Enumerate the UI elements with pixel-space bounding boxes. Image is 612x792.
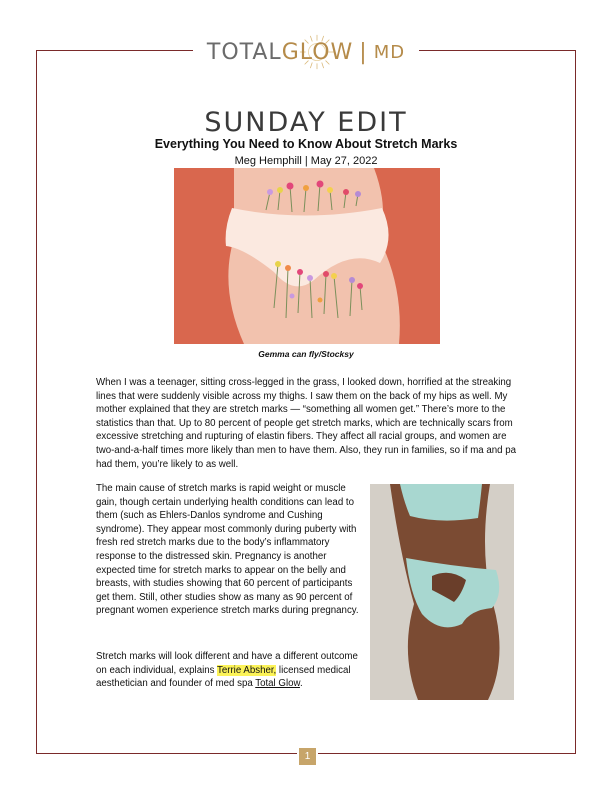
paragraph-2: The main cause of stretch marks is rapid weight or muscle gain, though certain underlying health conditions can lead to them (such as Ehlers-Danlos syndrome and Cushing syndrome). They appear most commonly during puberty with fresh red stretch marks due to the body’s inflammatory response to the distressed skin. Pregnancy is another expected time for stretch marks to appear on the belly and breasts, with studies showing that 60 percent of participants get them. Still, other studies show as many as 90 percent of pregnant women experience stretch marks during pregnancy. <box>96 483 359 617</box>
logo-separator: | <box>359 39 368 65</box>
logo-md: MD <box>373 41 406 63</box>
total-glow-link[interactable]: Total Glow <box>255 678 300 690</box>
hero-caption: Gemma can fly/Stocksy <box>258 349 354 359</box>
logo-glow: GLOW <box>281 39 354 65</box>
paragraph-3-middle: licensed medical aesthetician and founder of med spa <box>96 664 351 690</box>
paragraph-3-text: Stretch marks will look different and have a different outcome on each individual, explains <box>96 651 358 676</box>
section-title: SUNDAY EDIT <box>204 107 408 138</box>
side-photo <box>370 484 514 700</box>
logo-total: TOTAL <box>206 39 282 65</box>
total-glow-md-logo <box>193 40 419 65</box>
highlighted-name: Terrie Absher, <box>217 664 277 676</box>
logo-glow-wrap <box>282 40 354 65</box>
paragraph-1: When I was a teenager, sitting cross-legged in the grass, I looked down, horrified at the streaking lines that were suddenly visible across my thighs. I saw them on the back of my hips as well. My mother explained that they are stretch marks — “something all women get.” There’s more to the statistics than that. Up to 80 percent of people get stretch marks, which are technically scars from excessive stretching and rupturing of elastin fibers. They affect all racial groups, and women are two-and-a-half times more likely than men to have them. Also, they run in families, so if ma and pa had them, you’re likely to as well. <box>96 377 516 470</box>
paragraph-3-end: . <box>299 678 303 690</box>
byline: Meg Hemphill | May 27, 2022 <box>234 155 378 167</box>
paragraph-3 <box>96 650 364 691</box>
page-number: 1 <box>297 746 318 767</box>
headline: Everything You Need to Know About Stretch Marks <box>154 137 458 151</box>
hero-illustration <box>174 168 440 344</box>
header <box>0 28 612 72</box>
